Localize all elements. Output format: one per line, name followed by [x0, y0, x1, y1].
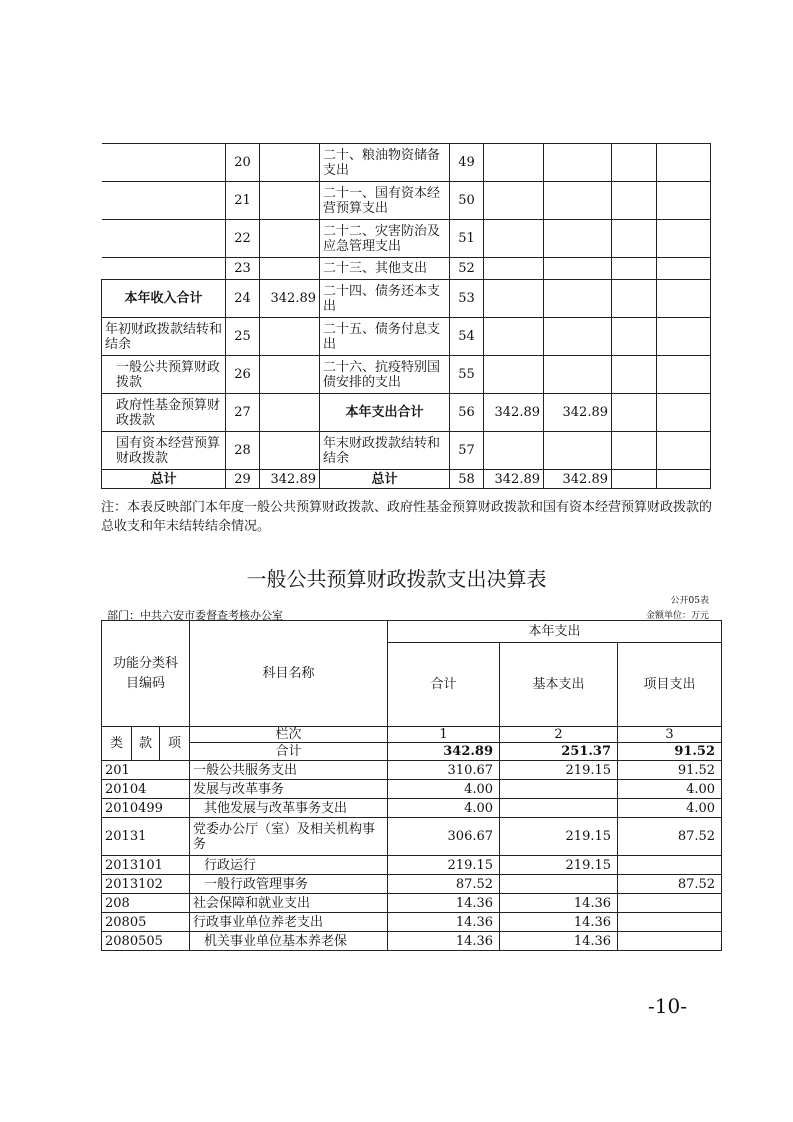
- left-item-name: 政府性基金预算财政拨款: [102, 394, 226, 432]
- project-amount: 4.00: [618, 780, 722, 799]
- right-amount-2: 342.89: [544, 394, 612, 432]
- kuan-header: 款: [132, 727, 160, 761]
- table-row: [102, 356, 711, 394]
- left-amount: 342.89: [260, 470, 320, 489]
- table-row: [102, 761, 722, 780]
- subject-code: 2013101: [102, 856, 190, 875]
- left-item-name: 年初财政拨款结转和结余: [102, 318, 226, 356]
- total-row: [102, 743, 722, 761]
- right-amount-1: [484, 432, 544, 470]
- right-amount-2: [544, 356, 612, 394]
- index-row: [102, 727, 722, 743]
- total-amount: 14.36: [388, 894, 500, 913]
- subject-code: 20104: [102, 780, 190, 799]
- subject-code: 208: [102, 894, 190, 913]
- subject-code: 2013102: [102, 875, 190, 894]
- table-row: [102, 144, 711, 182]
- col-index: 3: [618, 727, 722, 743]
- table-row: [102, 818, 722, 856]
- table-row: [102, 470, 711, 489]
- col-index-label: 栏次: [190, 727, 388, 743]
- table-note: 注：本表反映部门本年度一般公共预算财政拨款、政府性基金预算财政拨款和国有资本经营预算财政拨款的总收支和年末结转结余情况。: [101, 500, 713, 534]
- right-amount-2: [544, 258, 612, 280]
- col-index: 1: [388, 727, 500, 743]
- total-amount: 14.36: [388, 932, 500, 951]
- right-amount-2: [544, 318, 612, 356]
- right-item-name: 二十六、抗疫特别国债安排的支出: [320, 356, 450, 394]
- col-index: 2: [500, 727, 618, 743]
- col-basic-header: 基本支出: [500, 643, 618, 727]
- subject-name: 机关事业单位基本养老保: [190, 932, 388, 951]
- left-row-no: 21: [226, 182, 260, 220]
- left-amount: [260, 356, 320, 394]
- table-row: [102, 856, 722, 875]
- right-item-name: 二十一、国有资本经营预算支出: [320, 182, 450, 220]
- left-amount: [260, 394, 320, 432]
- basic-amount: [500, 875, 618, 894]
- subject-code: 20805: [102, 913, 190, 932]
- left-row-no: 29: [226, 470, 260, 489]
- revenue-expenditure-table: [101, 143, 711, 489]
- total-label: 合计: [190, 743, 388, 761]
- right-amount-1: [484, 144, 544, 182]
- left-amount: [260, 182, 320, 220]
- right-item-name: 二十二、灾害防治及应急管理支出: [320, 220, 450, 258]
- page-number: -10-: [648, 994, 687, 1018]
- table-row: [102, 182, 711, 220]
- left-item-name: 国有资本经营预算财政拨款: [102, 432, 226, 470]
- left-item-name: [102, 220, 226, 258]
- left-row-no: 27: [226, 394, 260, 432]
- right-amount-2: [544, 220, 612, 258]
- right-amount-1: [484, 182, 544, 220]
- left-item-name: [102, 144, 226, 182]
- subject-name: 一般行政管理事务: [190, 875, 388, 894]
- col-project-header: 项目支出: [618, 643, 722, 727]
- basic-amount: 219.15: [500, 818, 618, 856]
- unit-label: 金额单位：万元: [645, 611, 709, 621]
- table-row: [102, 432, 711, 470]
- total-amount: 306.67: [388, 818, 500, 856]
- table-row: [102, 780, 722, 799]
- basic-amount: 14.36: [500, 894, 618, 913]
- right-row-no: 51: [450, 220, 484, 258]
- right-amount-1: [484, 318, 544, 356]
- subject-name: 一般公共服务支出: [190, 761, 388, 780]
- total-amount: 4.00: [388, 799, 500, 818]
- subject-name: 党委办公厅（室）及相关机构事务: [190, 818, 388, 856]
- left-row-no: 22: [226, 220, 260, 258]
- xiang-header: 项: [160, 727, 190, 761]
- page-title: 一般公共预算财政拨款支出决算表: [246, 567, 547, 591]
- right-row-no: 49: [450, 144, 484, 182]
- right-amount-1: [484, 356, 544, 394]
- left-amount: [260, 220, 320, 258]
- table-row: [102, 875, 722, 894]
- right-row-no: 55: [450, 356, 484, 394]
- left-amount: [260, 258, 320, 280]
- right-item-name: 本年支出合计: [320, 394, 450, 432]
- left-row-no: 28: [226, 432, 260, 470]
- right-item-name: 二十、粮油物资储备支出: [320, 144, 450, 182]
- subject-code: 201: [102, 761, 190, 780]
- project-amount: 87.52: [618, 875, 722, 894]
- col-total-header: 合计: [388, 643, 500, 727]
- right-amount-1: [484, 220, 544, 258]
- right-amount-2: 342.89: [544, 470, 612, 489]
- table-row: [102, 913, 722, 932]
- total-amount: 310.67: [388, 761, 500, 780]
- table-row: [102, 220, 711, 258]
- basic-amount: 14.36: [500, 913, 618, 932]
- project-amount: [618, 913, 722, 932]
- expenditure-table: [101, 620, 722, 951]
- table-row: [102, 318, 711, 356]
- right-amount-2: [544, 182, 612, 220]
- year-header: 本年支出: [388, 621, 722, 643]
- table-row: [102, 932, 722, 951]
- table-row: [102, 394, 711, 432]
- left-amount: [260, 432, 320, 470]
- project-amount: 4.00: [618, 799, 722, 818]
- right-item-name: 年末财政拨款结转和结余: [320, 432, 450, 470]
- form-code: 公开05表: [670, 596, 709, 606]
- name-header: 科目名称: [190, 621, 388, 727]
- project-amount: 91.52: [618, 761, 722, 780]
- right-amount-2: [544, 432, 612, 470]
- project-amount: [618, 894, 722, 913]
- right-row-no: 54: [450, 318, 484, 356]
- table-row: [102, 280, 711, 318]
- subject-name: 行政运行: [190, 856, 388, 875]
- basic-amount: 251.37: [500, 743, 618, 761]
- department-label: 部门：中共六安市委督查考核办公室: [107, 609, 283, 622]
- right-row-no: 56: [450, 394, 484, 432]
- left-item-name: [102, 182, 226, 220]
- header-row: [102, 621, 722, 643]
- total-amount: 219.15: [388, 856, 500, 875]
- right-amount-1: 342.89: [484, 394, 544, 432]
- left-row-no: 25: [226, 318, 260, 356]
- left-row-no: 24: [226, 280, 260, 318]
- basic-amount: 219.15: [500, 761, 618, 780]
- table-row: [102, 799, 722, 818]
- project-amount: 87.52: [618, 818, 722, 856]
- right-item-name: 二十五、债务付息支出: [320, 318, 450, 356]
- subject-code: 2010499: [102, 799, 190, 818]
- right-amount-1: 342.89: [484, 470, 544, 489]
- subject-name: 其他发展与改革事务支出: [190, 799, 388, 818]
- subject-name: 发展与改革事务: [190, 780, 388, 799]
- right-row-no: 58: [450, 470, 484, 489]
- basic-amount: 14.36: [500, 932, 618, 951]
- left-item-name: 总计: [102, 470, 226, 489]
- lei-header: 类: [102, 727, 132, 761]
- total-amount: 4.00: [388, 780, 500, 799]
- code-header: 功能分类科目编码: [102, 621, 190, 727]
- basic-amount: 219.15: [500, 856, 618, 875]
- right-amount-2: [544, 144, 612, 182]
- right-amount-1: [484, 258, 544, 280]
- right-item-name: 总计: [320, 470, 450, 489]
- right-row-no: 53: [450, 280, 484, 318]
- total-amount: 342.89: [388, 743, 500, 761]
- table-row: [102, 258, 711, 280]
- left-amount: [260, 318, 320, 356]
- left-amount: 342.89: [260, 280, 320, 318]
- project-amount: 91.52: [618, 743, 722, 761]
- basic-amount: [500, 780, 618, 799]
- right-item-name: 二十三、其他支出: [320, 258, 450, 280]
- subject-code: 20131: [102, 818, 190, 856]
- total-amount: 14.36: [388, 913, 500, 932]
- subject-code: 2080505: [102, 932, 190, 951]
- basic-amount: [500, 799, 618, 818]
- right-item-name: 二十四、债务还本支出: [320, 280, 450, 318]
- right-row-no: 50: [450, 182, 484, 220]
- left-row-no: 23: [226, 258, 260, 280]
- left-item-name: 一般公共预算财政拨款: [102, 356, 226, 394]
- table-row: [102, 894, 722, 913]
- subject-name: 社会保障和就业支出: [190, 894, 388, 913]
- right-row-no: 52: [450, 258, 484, 280]
- left-item-name: [102, 258, 226, 280]
- left-row-no: 26: [226, 356, 260, 394]
- right-amount-2: [544, 280, 612, 318]
- project-amount: [618, 932, 722, 951]
- total-amount: 87.52: [388, 875, 500, 894]
- project-amount: [618, 856, 722, 875]
- left-item-name: 本年收入合计: [102, 280, 226, 318]
- left-row-no: 20: [226, 144, 260, 182]
- subject-name: 行政事业单位养老支出: [190, 913, 388, 932]
- right-amount-1: [484, 280, 544, 318]
- right-row-no: 57: [450, 432, 484, 470]
- left-amount: [260, 144, 320, 182]
